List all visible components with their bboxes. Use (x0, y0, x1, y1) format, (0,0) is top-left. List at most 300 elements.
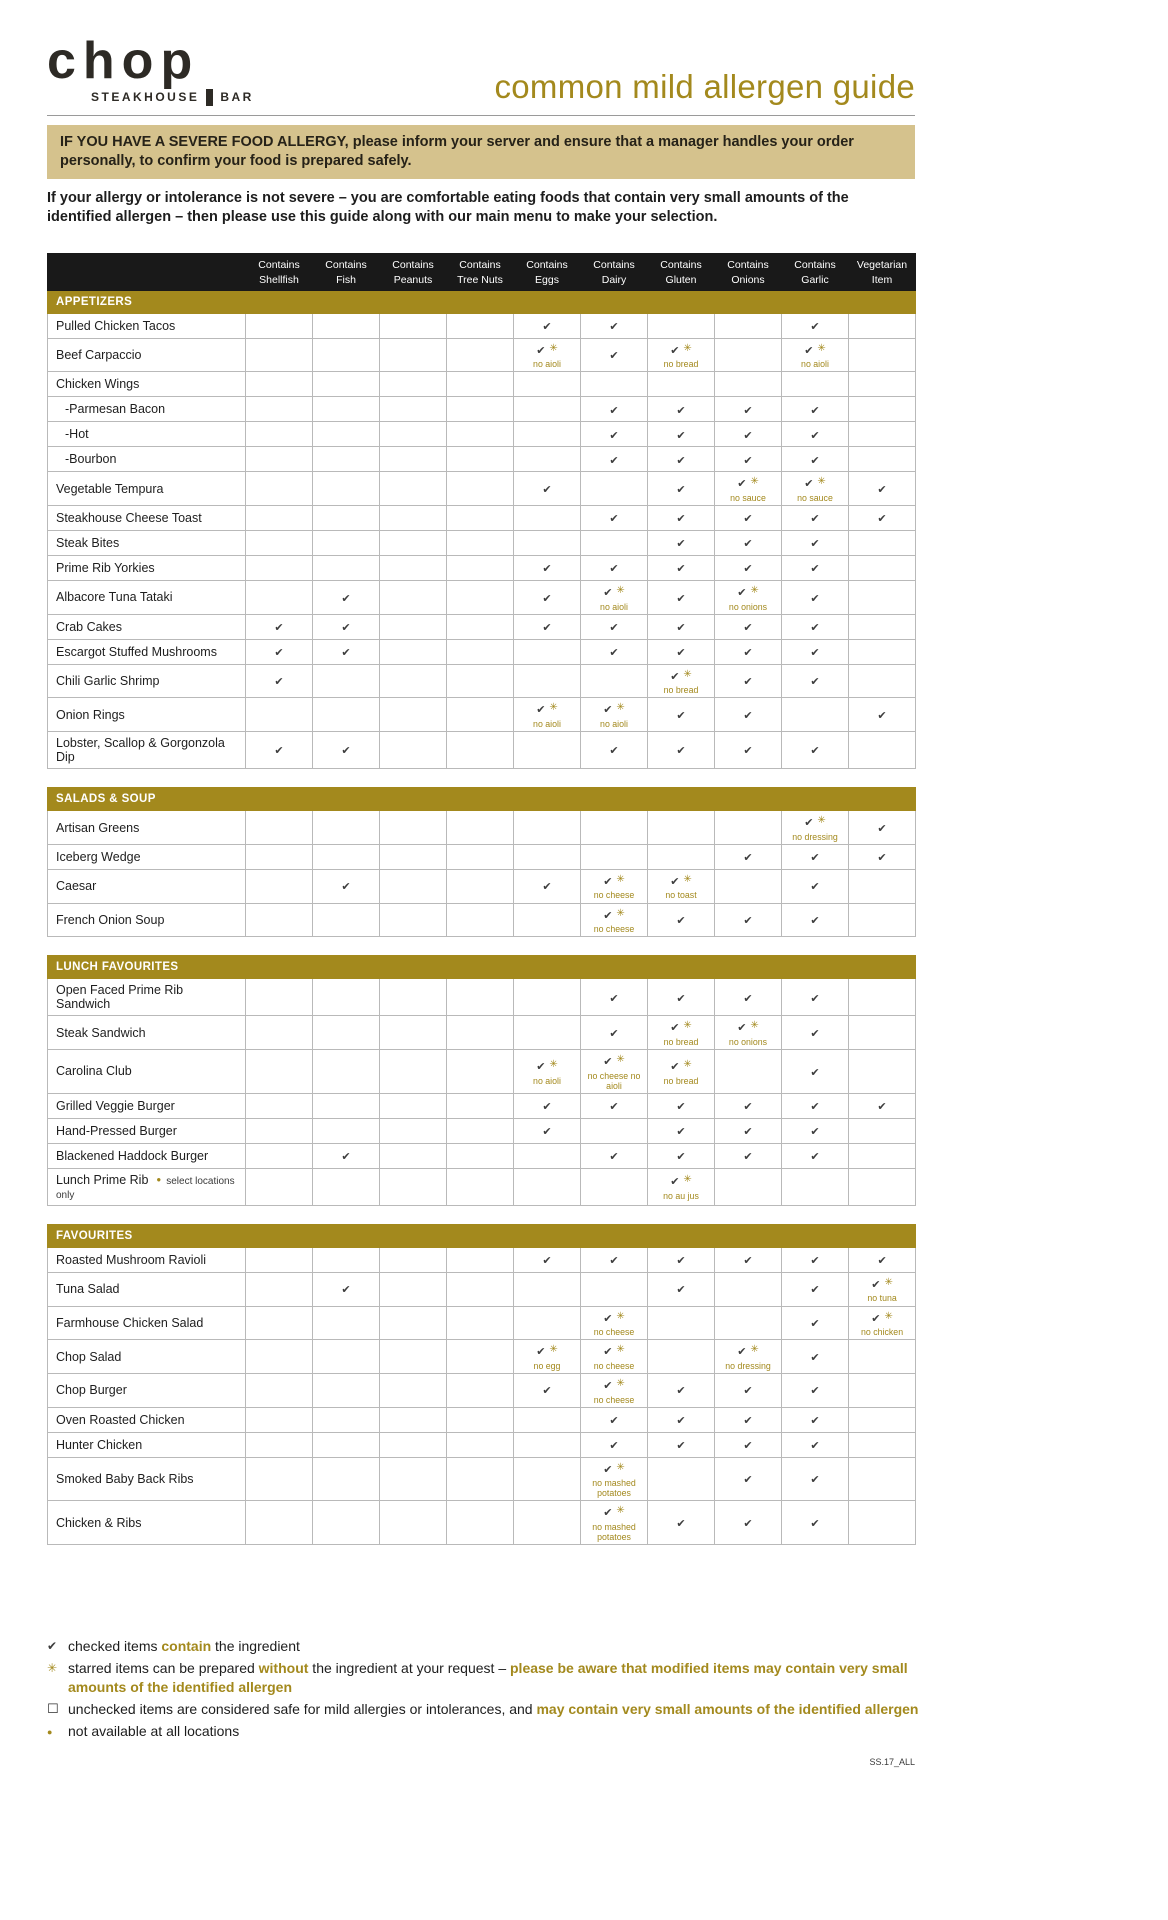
allergen-cell (380, 698, 447, 732)
check-icon: ✔ (670, 670, 680, 683)
allergen-cell (581, 732, 648, 769)
allergen-cell (246, 581, 313, 615)
dish-name: Chop Salad (48, 1340, 246, 1374)
allergen-cell (782, 664, 849, 698)
check-icon: ✔ (810, 1414, 820, 1427)
mark (716, 1470, 780, 1488)
allergen-cell (313, 1016, 380, 1050)
allergen-cell (715, 1457, 782, 1501)
allergen-cell (246, 844, 313, 869)
allergen-cell (849, 1340, 916, 1374)
allergen-cell (849, 698, 916, 732)
location-dot-icon: ● (47, 1726, 53, 1737)
allergen-cell (782, 556, 849, 581)
section-header-row (48, 788, 916, 811)
allergen-grid-1 (47, 253, 916, 769)
allergen-cell (849, 1373, 916, 1407)
allergen-cell (246, 1373, 313, 1407)
check-icon: ✔ (743, 429, 753, 442)
check-icon: ✔ (609, 513, 619, 526)
allergen-cell (514, 732, 581, 769)
check-icon: ✔ (676, 454, 686, 467)
allergen-cell (782, 313, 849, 338)
allergen-cell (514, 397, 581, 422)
allergen-cell (380, 506, 447, 531)
dish-name: Hunter Chicken (48, 1432, 246, 1457)
check-icon: ✔ (609, 1414, 619, 1427)
mark (850, 509, 914, 527)
mark (716, 1342, 780, 1360)
table-row (48, 372, 916, 397)
allergen-cell (849, 1306, 916, 1340)
allergen-cell (782, 979, 849, 1016)
allergen-cell (648, 869, 715, 903)
check-icon: ✔ (542, 483, 552, 496)
table-row (48, 1501, 916, 1545)
allergen-cell (246, 531, 313, 556)
star-icon: ✳ (616, 1377, 625, 1389)
star-icon: ✳ (616, 1310, 625, 1322)
allergen-cell (447, 1050, 514, 1094)
allergen-cell (380, 1093, 447, 1118)
allergen-cell (380, 1432, 447, 1457)
allergen-cell (648, 1050, 715, 1094)
allergen-cell (380, 556, 447, 581)
allergen-cell (648, 664, 715, 698)
allergen-cell (849, 556, 916, 581)
check-icon: ✔ (810, 563, 820, 576)
allergen-cell (380, 1457, 447, 1501)
dish-name: Beef Carpaccio (48, 338, 246, 372)
mark (247, 643, 311, 661)
mark (716, 474, 780, 492)
allergen-cell (581, 614, 648, 639)
star-icon: ✳ (884, 1310, 893, 1322)
legend-item (47, 1659, 949, 1697)
check-icon: ✔ (810, 1351, 820, 1364)
legend-text: starred items can be prepared without the ingredient at your request – please be aware that modified items may contain very small amounts of the identified allergen (68, 1660, 908, 1696)
table-row (48, 422, 916, 447)
allergen-cell (246, 1118, 313, 1143)
allergen-cell (581, 664, 648, 698)
column-header-item: Vegetarian Item (849, 254, 916, 290)
modification-note: no onions (728, 601, 768, 612)
mark (783, 848, 847, 866)
allergen-cell (782, 531, 849, 556)
allergen-cell (380, 903, 447, 937)
check-icon: ✔ (810, 454, 820, 467)
allergen-cell (581, 447, 648, 472)
allergen-cell (380, 372, 447, 397)
allergen-cell (447, 869, 514, 903)
allergen-cell (246, 313, 313, 338)
allergen-cell (313, 581, 380, 615)
mark (582, 643, 646, 661)
allergen-cell (849, 1432, 916, 1457)
mark (582, 700, 646, 718)
check-icon: ✔ (810, 646, 820, 659)
mark (850, 1251, 914, 1269)
section-header: APPETIZERS (48, 290, 916, 313)
allergen-cell (581, 811, 648, 845)
mark (716, 1251, 780, 1269)
column-header-fish: Contains Fish (313, 254, 380, 290)
allergen-cell (447, 844, 514, 869)
allergen-cell (313, 1168, 380, 1205)
allergen-cell (447, 1168, 514, 1205)
allergen-cell (246, 732, 313, 769)
allergen-cell (246, 506, 313, 531)
allergen-cell (313, 869, 380, 903)
mark (783, 589, 847, 607)
mark (783, 534, 847, 552)
column-header-tree-nuts: Contains Tree Nuts (447, 254, 514, 290)
allergen-cell (447, 1373, 514, 1407)
check-icon: ✔ (676, 1414, 686, 1427)
mark (649, 872, 713, 890)
check-icon: ✔ (810, 1318, 820, 1331)
allergen-cell (782, 1457, 849, 1501)
allergen-cell (246, 1247, 313, 1272)
dish-name: Smoked Baby Back Ribs (48, 1457, 246, 1501)
column-header-peanuts: Contains Peanuts (380, 254, 447, 290)
allergen-cell (581, 472, 648, 506)
star-icon: ✳ (616, 873, 625, 885)
table-row (48, 313, 916, 338)
mark (716, 1122, 780, 1140)
mark (582, 317, 646, 335)
mark (783, 1280, 847, 1298)
check-icon: ✔ (810, 745, 820, 758)
allergen-cell (447, 639, 514, 664)
mark (716, 1514, 780, 1532)
mark (582, 509, 646, 527)
allergen-cell (782, 422, 849, 447)
check-icon: ✔ (609, 1439, 619, 1452)
allergen-cell (715, 1501, 782, 1545)
allergen-cell (581, 1016, 648, 1050)
legend-text: checked items contain the ingredient (68, 1638, 300, 1655)
allergen-cell (514, 372, 581, 397)
allergen-cell (246, 1501, 313, 1545)
check-icon: ✔ (737, 1022, 747, 1035)
mark (850, 1309, 914, 1327)
check-icon: ✔ (670, 1061, 680, 1074)
allergen-cell (313, 1272, 380, 1306)
allergen-cell (581, 422, 648, 447)
star-icon: ✳ (616, 1505, 625, 1517)
allergen-cell (313, 1118, 380, 1143)
allergen-cell (715, 844, 782, 869)
allergen-cell (447, 1016, 514, 1050)
allergen-cell (715, 1272, 782, 1306)
section-header-row (48, 290, 916, 313)
modification-note: no egg (533, 1360, 561, 1371)
mark (582, 1024, 646, 1042)
mark (649, 509, 713, 527)
mark (515, 618, 579, 636)
allergen-cell (313, 811, 380, 845)
check-icon: ✔ (743, 1439, 753, 1452)
modification-note: no mashed potatoes (592, 1522, 636, 1543)
allergen-cell (313, 556, 380, 581)
mark (515, 1057, 579, 1075)
allergen-cell (581, 1272, 648, 1306)
allergen-grid-4 (47, 1224, 916, 1545)
allergen-cell (581, 372, 648, 397)
allergen-cell (581, 581, 648, 615)
dish-name: Chicken & Ribs (48, 1501, 246, 1545)
check-icon: ✔ (743, 1101, 753, 1114)
check-icon: ✔ (810, 1255, 820, 1268)
dish-name: Farmhouse Chicken Salad (48, 1306, 246, 1340)
check-icon: ✔ (670, 344, 680, 357)
allergen-cell (380, 869, 447, 903)
mark (850, 706, 914, 724)
mark (649, 618, 713, 636)
allergen-cell (313, 1247, 380, 1272)
header-divider (47, 115, 915, 116)
allergen-cell (380, 1306, 447, 1340)
legend-item (47, 1722, 949, 1741)
allergen-cell (782, 1118, 849, 1143)
star-icon: ✳ (750, 1020, 759, 1032)
check-icon: ✔ (676, 1439, 686, 1452)
allergen-cell (246, 639, 313, 664)
allergen-cell (246, 472, 313, 506)
check-icon: ✔ (542, 1101, 552, 1114)
mark (515, 589, 579, 607)
allergen-cell (581, 1247, 648, 1272)
allergen-cell (380, 581, 447, 615)
table-row (48, 1247, 916, 1272)
allergen-cell (380, 1247, 447, 1272)
allergen-cell (782, 1501, 849, 1545)
check-icon: ✔ (743, 915, 753, 928)
allergen-cell (313, 664, 380, 698)
allergen-cell (380, 397, 447, 422)
allergen-cell (581, 1457, 648, 1501)
mark (515, 341, 579, 359)
allergen-cell (715, 472, 782, 506)
allergen-cell (313, 1093, 380, 1118)
chop-logo (47, 32, 254, 106)
modification-note: no toast (665, 890, 697, 901)
mark (582, 401, 646, 419)
allergen-cell (715, 639, 782, 664)
allergen-cell (715, 1373, 782, 1407)
allergen-cell (648, 903, 715, 937)
table-row (48, 472, 916, 506)
mark (582, 426, 646, 444)
check-icon: ✔ (743, 513, 753, 526)
allergen-cell (313, 1501, 380, 1545)
check-icon: ✔ (676, 1284, 686, 1297)
allergen-cell (514, 979, 581, 1016)
allergen-cell (648, 1168, 715, 1205)
allergen-cell (313, 338, 380, 372)
check-icon: ✔ (603, 1463, 613, 1476)
check-icon: ✔ (676, 1385, 686, 1398)
mark (783, 1251, 847, 1269)
mark (649, 1436, 713, 1454)
modification-note: no dressing (725, 1360, 771, 1371)
allergen-cell (514, 313, 581, 338)
mark (716, 1411, 780, 1429)
mark (783, 1348, 847, 1366)
dish-name: Artisan Greens (48, 811, 246, 845)
allergen-cell (715, 979, 782, 1016)
mark (649, 1172, 713, 1190)
allergen-cell (246, 903, 313, 937)
allergen-cell (581, 979, 648, 1016)
mark (649, 534, 713, 552)
check-icon: ✔ (810, 1126, 820, 1139)
severe-allergy-warning: IF YOU HAVE A SEVERE FOOD ALLERGY, please inform your server and ensure that a manager handles your order personally, to confirm your food is prepared safely. (47, 125, 915, 179)
allergen-cell (782, 639, 849, 664)
check-icon: ✔ (743, 1414, 753, 1427)
check-icon: ✔ (676, 1101, 686, 1114)
mark (314, 589, 378, 607)
allergen-cell (581, 1093, 648, 1118)
allergen-cell (849, 844, 916, 869)
section-header: SALADS & SOUP (48, 788, 916, 811)
mark (716, 741, 780, 759)
allergen-cell (648, 1501, 715, 1545)
allergen-cell (782, 1407, 849, 1432)
dish-name: Grilled Veggie Burger (48, 1093, 246, 1118)
allergen-cell (380, 844, 447, 869)
location-note: select locations only (56, 1175, 235, 1201)
allergen-cell (648, 447, 715, 472)
allergen-cell (782, 732, 849, 769)
allergen-cell (715, 556, 782, 581)
allergen-cell (447, 397, 514, 422)
check-icon: ✔ (542, 621, 552, 634)
allergen-cell (581, 506, 648, 531)
allergen-cell (246, 447, 313, 472)
table-row (48, 869, 916, 903)
check-icon: ✔ (871, 1278, 881, 1291)
allergen-cell (514, 556, 581, 581)
dish-name: Onion Rings (48, 698, 246, 732)
allergen-cell (246, 1093, 313, 1118)
mark (515, 700, 579, 718)
allergen-cell (849, 1407, 916, 1432)
mark (783, 1147, 847, 1165)
dish-name: -Bourbon (48, 447, 246, 472)
mark (783, 1411, 847, 1429)
table-row (48, 1373, 916, 1407)
table-row (48, 1272, 916, 1306)
dish-name: Lunch Prime Rib ● select locations only (48, 1168, 246, 1205)
check-icon: ✔ (542, 1385, 552, 1398)
dish-name: Steak Bites (48, 531, 246, 556)
allergen-cell (514, 1050, 581, 1094)
mark (582, 1460, 646, 1478)
allergen-cell (246, 1457, 313, 1501)
allergen-cell (648, 422, 715, 447)
star-icon: ✳ (683, 1174, 692, 1186)
allergen-cell (581, 1501, 648, 1545)
allergen-cell (849, 732, 916, 769)
mark (582, 989, 646, 1007)
check-icon: ✔ (743, 1385, 753, 1398)
modification-note: no aioli (533, 359, 561, 370)
dish-name: Albacore Tuna Tataki (48, 581, 246, 615)
allergen-cell (380, 614, 447, 639)
dish-name: Chili Garlic Shrimp (48, 664, 246, 698)
mark (850, 1275, 914, 1293)
allergen-cell (246, 422, 313, 447)
check-icon: ✔ (804, 817, 814, 830)
mild-allergy-note: If your allergy or intolerance is not severe – you are comfortable eating foods that contain very small amounts of the identified allergen – then please use this guide along with our main menu to make your selection. (47, 190, 849, 226)
mark (649, 426, 713, 444)
logo-divider-bar (206, 89, 213, 106)
modification-note: no cheese (593, 1327, 635, 1338)
star-icon: ✳ (683, 873, 692, 885)
allergen-cell (849, 1272, 916, 1306)
star-icon: ✳ (616, 585, 625, 597)
allergen-cell (313, 1457, 380, 1501)
allergen-cell (380, 1340, 447, 1374)
check-icon: ✔ (676, 429, 686, 442)
allergen-cell (849, 1016, 916, 1050)
column-header-dairy: Contains Dairy (581, 254, 648, 290)
section-header-row (48, 956, 916, 979)
allergen-cell (849, 869, 916, 903)
mark (582, 451, 646, 469)
mark (515, 1122, 579, 1140)
allergen-cell (715, 313, 782, 338)
modification-note: no bread (663, 359, 699, 370)
allergen-cell (380, 447, 447, 472)
dish-name: Iceberg Wedge (48, 844, 246, 869)
check-icon: ✔ (810, 915, 820, 928)
check-icon: ✔ (743, 1474, 753, 1487)
allergen-cell (313, 1050, 380, 1094)
allergen-cell (648, 698, 715, 732)
allergen-cell (447, 506, 514, 531)
mark (783, 317, 847, 335)
allergen-cell (246, 869, 313, 903)
mark (515, 317, 579, 335)
mark (649, 341, 713, 359)
check-icon: ✔ (810, 1101, 820, 1114)
allergen-cell (514, 1272, 581, 1306)
allergen-grid-3 (47, 955, 916, 1206)
mark (783, 426, 847, 444)
table-row (48, 639, 916, 664)
allergen-cell (648, 506, 715, 531)
mark (716, 534, 780, 552)
check-icon: ✔ (743, 1518, 753, 1531)
check-icon: ✔ (810, 320, 820, 333)
allergen-cell (246, 811, 313, 845)
logo-bar-text: BAR (220, 90, 254, 105)
check-icon: ✔ (676, 1151, 686, 1164)
modification-note: no sauce (797, 492, 833, 503)
allergen-cell (246, 1016, 313, 1050)
mark (582, 346, 646, 364)
allergen-cell (447, 1407, 514, 1432)
allergen-cell (849, 979, 916, 1016)
check-icon: ✔ (341, 646, 351, 659)
mark (783, 813, 847, 831)
allergen-cell (514, 1340, 581, 1374)
allergen-cell (380, 1050, 447, 1094)
allergen-cell (514, 1373, 581, 1407)
